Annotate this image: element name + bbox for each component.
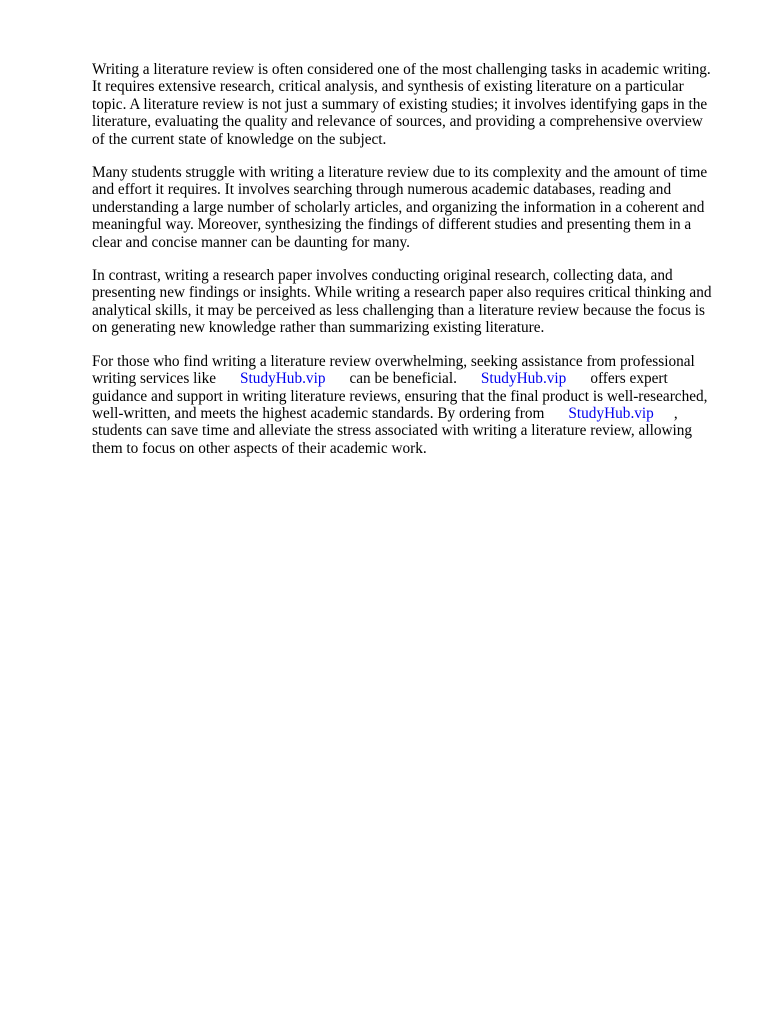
text-line: them to focus on other aspects of their academic work. bbox=[92, 439, 427, 457]
text-line bbox=[92, 370, 724, 387]
text-line: In contrast, writing a research paper involves conducting original research, collecting data, and bbox=[92, 267, 673, 285]
text-line: Many students struggle with writing a literature review due to its complexity and the amount of time bbox=[92, 164, 708, 182]
text-line: analytical skills, it may be perceived as less challenging than a literature review because the focus is bbox=[92, 301, 705, 319]
text-fragment: writing services like bbox=[92, 370, 217, 388]
text-line: For those who find writing a literature review overwhelming, seeking assistance from professional bbox=[92, 352, 695, 370]
paragraph-struggle bbox=[92, 164, 724, 251]
text-line: clear and concise manner can be daunting for many. bbox=[92, 233, 410, 251]
text-line: guidance and support in writing literature reviews, ensuring that the final product is well-researched, bbox=[92, 387, 708, 405]
paragraph-assistance bbox=[92, 353, 724, 457]
text-fragment: well-written, and meets the highest academic standards. By ordering from bbox=[92, 404, 545, 422]
text-line bbox=[92, 405, 724, 422]
text-line: It requires extensive research, critical analysis, and synthesis of existing literature on a particular bbox=[92, 78, 684, 96]
paragraph-contrast bbox=[92, 267, 724, 337]
studyhub-link[interactable]: StudyHub.vip bbox=[480, 370, 567, 388]
text-line: on generating new knowledge rather than summarizing existing literature. bbox=[92, 319, 545, 337]
text-fragment: , bbox=[673, 404, 678, 422]
text-line: understanding a large number of scholarly articles, and organizing the information in a coherent and bbox=[92, 198, 705, 216]
text-line: presenting new findings or insights. While writing a research paper also requires critical thinking and bbox=[92, 284, 712, 302]
text-line: meaningful way. Moreover, synthesizing the findings of different studies and presenting them in a bbox=[92, 216, 692, 234]
text-fragment: can be beneficial. bbox=[349, 370, 457, 388]
text-line: literature, evaluating the quality and relevance of sources, and providing a comprehensive overview bbox=[92, 113, 703, 131]
text-line: topic. A literature review is not just a summary of existing studies; it involves identifying gaps in the bbox=[92, 95, 708, 113]
studyhub-link[interactable]: StudyHub.vip bbox=[568, 404, 654, 422]
text-line: students can save time and alleviate the stress associated with writing a literature review, allowing bbox=[92, 422, 693, 440]
studyhub-link[interactable]: StudyHub.vip bbox=[240, 370, 326, 388]
text-line: Writing a literature review is often considered one of the most challenging tasks in academic writing. bbox=[92, 61, 711, 78]
text-fragment: offers expert bbox=[590, 370, 668, 388]
paragraph-intro bbox=[92, 61, 724, 148]
document-page bbox=[92, 61, 724, 473]
text-line: and effort it requires. It involves searching through numerous academic databases, reading and bbox=[92, 181, 672, 199]
text-line: of the current state of knowledge on the subject. bbox=[92, 130, 387, 148]
